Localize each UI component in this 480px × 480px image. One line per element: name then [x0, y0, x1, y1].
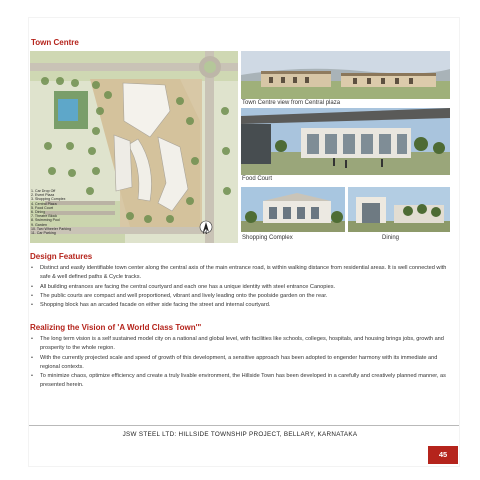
caption-dining: Dining [382, 235, 400, 241]
north-label: N [203, 230, 208, 236]
footer-text: JSW STEEL LTD: HILLSIDE TOWNSHIP PROJECT, BELLARY, KARNATAKA [122, 431, 358, 438]
legend-item: 8. Swimming Pool [31, 218, 60, 223]
photo-dining [348, 187, 450, 232]
design-features-list [30, 264, 454, 310]
design-features-heading: Design Features [30, 252, 93, 261]
list-item: • Distinct and easily identifiable town center along the central axis of the main entrance road, is within walking distance from residential areas. It is well connected with safe & well defined paths & Cycle tracks. [30, 264, 454, 283]
photo-town-centre [241, 51, 450, 99]
list-item: • Shopping block has an arcaded facade on either side facing the street and internal courtyard. [30, 301, 454, 310]
legend-item: 10. Two Wheeler Parking [31, 226, 72, 231]
site-plan-legend [31, 189, 71, 235]
caption-shopping-complex: Shopping Complex [242, 235, 293, 241]
photo-shopping-complex [241, 187, 345, 232]
list-item: • To minimize chaos, optimize efficiency and create a truly livable environment, the Hillside Town has been developed in a carefully and creatively planned manner, as presented herein. [30, 372, 454, 391]
list-item: • All building entrances are facing the central courtyard and each one has a unique identity with steel entrance Canopies. [30, 283, 454, 292]
photo-food-court [241, 108, 450, 175]
caption-top-photo: Town Centre view from Central plaza [242, 100, 341, 106]
legend-item: 3. Shopping Complex [31, 197, 66, 202]
list-item: • The long term vision is a self sustained model city on a national and global level, with facilities like schools, colleges, hospitals, and housing brings jobs, growth and prosperity to the whole region. [30, 335, 454, 354]
page-number: 45 [428, 446, 458, 464]
legend-item: 6. Dining [31, 210, 46, 215]
list-item: • The public courts are compact and well proportioned, vibrant and lively leading onto the poolside garden on the rear. [30, 292, 454, 301]
legend-item: 11. Car Parking [31, 231, 56, 236]
legend-item: 7. Theatre Block [31, 214, 58, 219]
legend-item: 2. Event Plaza [31, 193, 55, 198]
vision-list [30, 335, 454, 391]
caption-food-court: Food Court [242, 176, 273, 182]
footer-divider [29, 425, 459, 426]
page-title: Town Centre [31, 38, 79, 47]
vision-heading: Realizing the Vision of 'A World Class Town'" [30, 323, 202, 332]
legend-item: 9. Garden [31, 222, 47, 227]
list-item: • With the currently projected scale and speed of growth of this development, a sensitive approach has been adopted to engender harmony with its immediate and regional contexts. [30, 354, 454, 373]
legend-item: 5. Food Court [31, 205, 53, 210]
legend-item: 1. Car Drop Off [31, 189, 56, 193]
legend-item: 4. Central Plaza [31, 201, 57, 206]
